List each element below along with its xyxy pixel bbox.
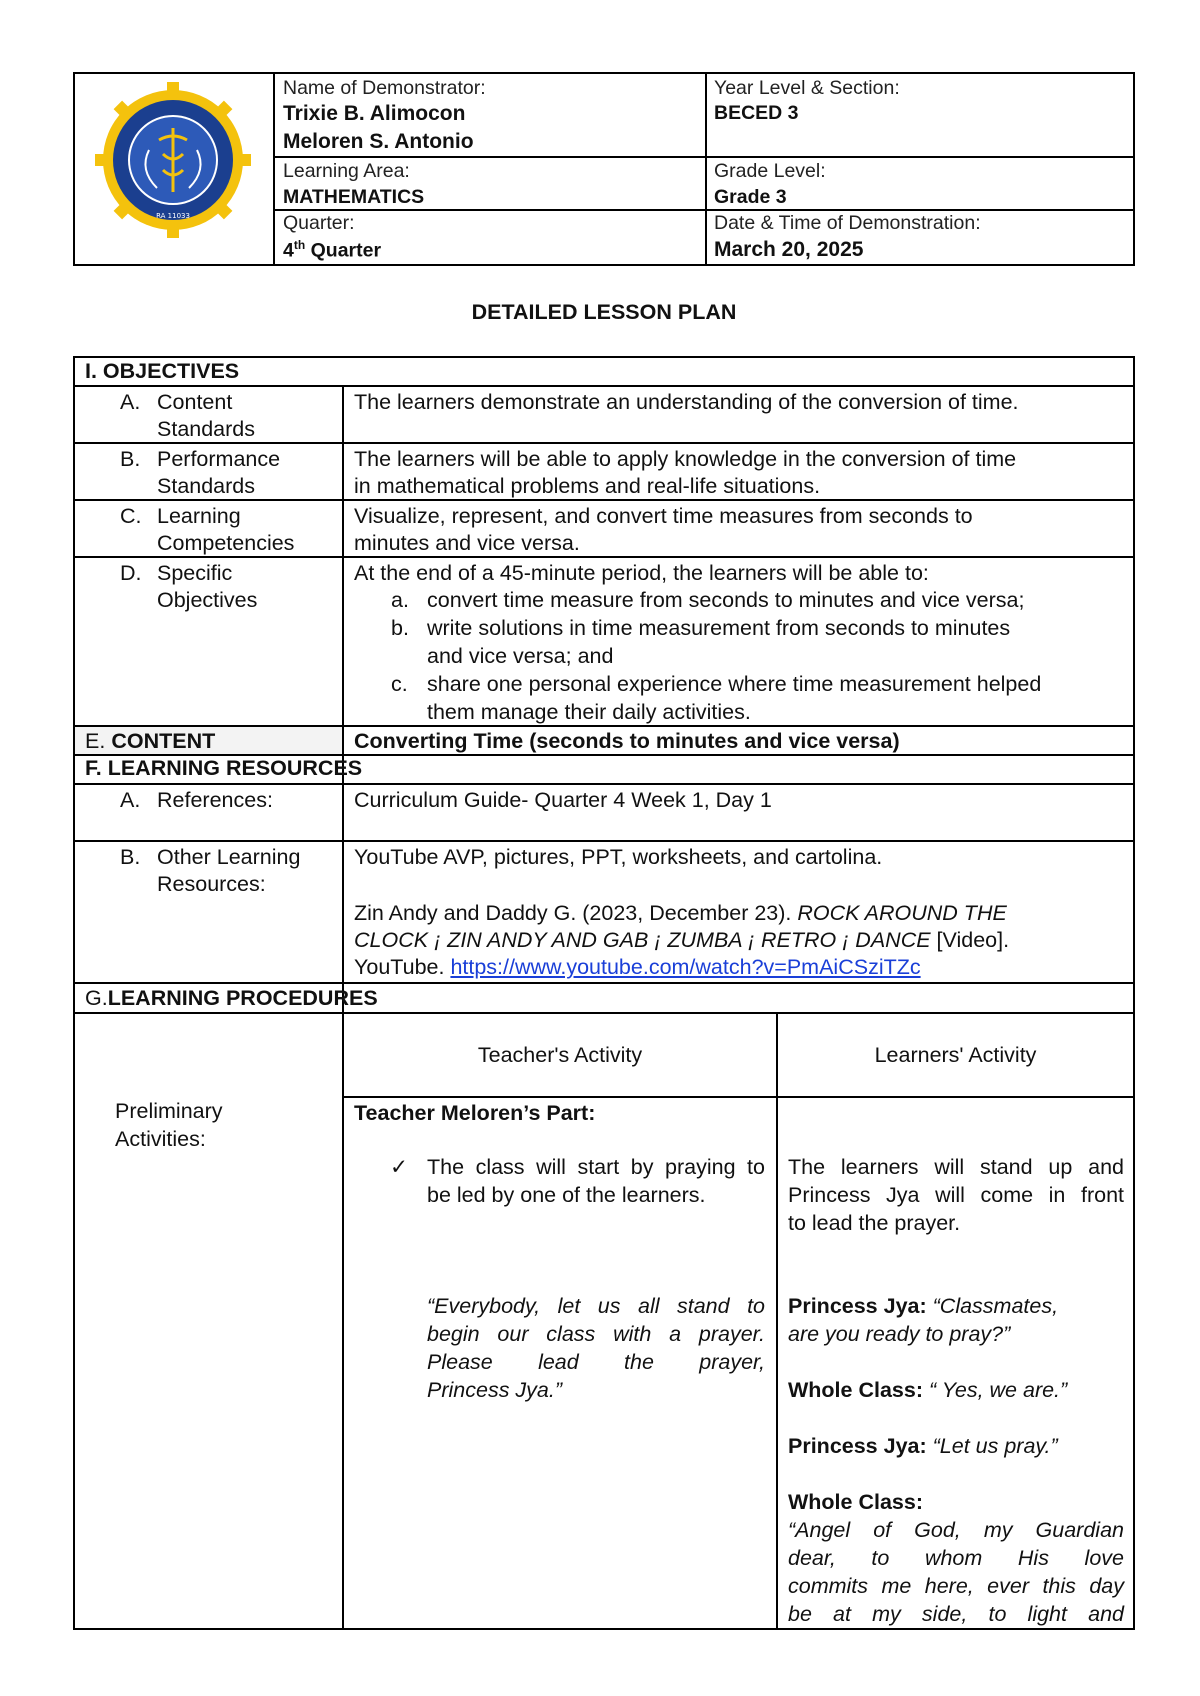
learning-area-label: Learning Area: [283, 160, 410, 182]
objective-b-label-2: Standards [157, 474, 256, 498]
list-item-cont: and vice versa; and [427, 644, 614, 668]
learner-text-1: The learners will stand up and [788, 1155, 1124, 1179]
list-item: convert time measure from seconds to minutes and vice versa; [427, 588, 1025, 612]
list-item-cont: them manage their daily activities. [427, 700, 751, 724]
teacher-quote-4: Princess Jya.” [427, 1378, 563, 1402]
resource-b-label-1: Other Learning [157, 845, 301, 869]
resource-b-text: YouTube AVP, pictures, PPT, worksheets, and cartolina. [354, 845, 883, 869]
objective-d-label-2: Objectives [157, 588, 258, 612]
objective-a-letter: A. [120, 390, 141, 414]
demonstrator-name-1: Trixie B. Alimocon [283, 102, 466, 125]
demonstrator-name-2: Meloren S. Antonio [283, 130, 474, 153]
list-item-marker: c. [391, 672, 408, 696]
university-logo [93, 80, 253, 240]
citation-line-2: CLOCK ¡ ZIN ANDY AND GAB ¡ ZUMBA ¡ RETRO ¡ DANCE [Video]. [354, 928, 1010, 952]
grade-level-value: Grade 3 [714, 186, 787, 208]
dialogue-line-2: Whole Class: “ Yes, we are.” [788, 1378, 1068, 1402]
list-item-marker: b. [391, 616, 409, 640]
date-value: March 20, 2025 [714, 238, 864, 261]
teacher-quote-2: begin our class with a prayer. [427, 1322, 765, 1346]
learner-text-3: to lead the prayer. [788, 1211, 961, 1235]
prayer-line-2: dear, to whom His love [788, 1546, 1124, 1570]
youtube-link[interactable]: https://www.youtube.com/watch?v=PmAiCSziTZc [450, 955, 921, 979]
prayer-line-3: commits me here, ever this day [788, 1574, 1124, 1598]
dialogue-line-1: Princess Jya: “Classmates, [788, 1294, 1059, 1318]
objective-b-text-1: The learners will be able to apply knowledge in the conversion of time [354, 447, 1017, 471]
procedures-heading: G.LEARNING PROCEDURES [85, 986, 378, 1010]
prayer-line-4: be at my side, to light and [788, 1602, 1124, 1626]
date-label: Date & Time of Demonstration: [714, 212, 981, 234]
content-text: Converting Time (seconds to minutes and vice versa) [354, 729, 900, 753]
objective-c-label-1: Learning [157, 504, 241, 528]
objective-d-label-1: Specific [157, 561, 233, 585]
row-label-2: Activities: [115, 1127, 206, 1151]
list-item: write solutions in time measurement from seconds to minutes [427, 616, 1011, 640]
quarter-label: Quarter: [283, 212, 355, 234]
resource-b-letter: B. [120, 845, 141, 869]
demonstrator-label: Name of Demonstrator: [283, 77, 486, 99]
objective-b-letter: B. [120, 447, 141, 471]
teacher-column-header: Teacher's Activity [477, 1043, 643, 1067]
learning-area-value: MATHEMATICS [283, 186, 425, 208]
list-item: share one personal experience where time measurement helped [427, 672, 1042, 696]
resource-a-text: Curriculum Guide- Quarter 4 Week 1, Day 1 [354, 788, 772, 812]
teacher-step-1: The class will start by praying to [427, 1155, 765, 1179]
resource-a-label: References: [157, 788, 273, 812]
learner-text-2: Princess Jya will come in front [788, 1183, 1124, 1207]
prayer-line-1: “Angel of God, my Guardian [788, 1518, 1124, 1542]
teacher-part-heading: Teacher Meloren’s Part: [354, 1101, 596, 1125]
list-item-marker: a. [391, 588, 409, 612]
citation-line-1: Zin Andy and Daddy G. (2023, December 23). ROCK AROUND THE [354, 901, 1007, 925]
teacher-step-2: be led by one of the learners. [427, 1183, 706, 1207]
dialogue-line-3: Princess Jya: “Let us pray.” [788, 1434, 1058, 1458]
objective-a-label-1: Content [157, 390, 233, 414]
content-heading: E. CONTENT [85, 729, 216, 753]
objective-c-text-2: minutes and vice versa. [354, 531, 580, 555]
objective-b-text-2: in mathematical problems and real-life situations. [354, 474, 821, 498]
objectives-heading: I. OBJECTIVES [85, 359, 240, 383]
objective-d-letter: D. [120, 561, 142, 585]
svg-text:RA 11033: RA 11033 [156, 212, 190, 220]
objective-a-label-2: Standards [157, 417, 256, 441]
objective-c-letter: C. [120, 504, 142, 528]
learner-column-header: Learners' Activity [874, 1043, 1037, 1067]
citation-line-3: YouTube. https://www.youtube.com/watch?v=PmAiCSziTZc [354, 955, 921, 979]
row-label-1: Preliminary [115, 1099, 223, 1123]
page-title: DETAILED LESSON PLAN [471, 300, 737, 324]
grade-level-label: Grade Level: [714, 160, 826, 182]
objective-b-label-1: Performance [157, 447, 281, 471]
resource-a-letter: A. [120, 788, 141, 812]
objective-a-text: The learners demonstrate an understanding of the conversion of time. [354, 390, 1019, 414]
checkmark-icon: ✓ [390, 1155, 409, 1179]
objective-c-label-2: Competencies [157, 531, 295, 555]
objective-d-intro: At the end of a 45-minute period, the learners will be able to: [354, 561, 929, 585]
objective-c-text-1: Visualize, represent, and convert time measures from seconds to [354, 504, 973, 528]
resources-heading: F. LEARNING RESOURCES [85, 756, 363, 780]
dialogue-line-1b: are you ready to pray?” [788, 1322, 1011, 1346]
year-level-label: Year Level & Section: [714, 77, 900, 99]
teacher-quote-1: “Everybody, let us all stand to [427, 1294, 765, 1318]
resource-b-label-2: Resources: [157, 872, 266, 896]
quarter-value: 4th Quarter [283, 238, 382, 262]
dialogue-speaker-4: Whole Class: [788, 1490, 923, 1514]
teacher-quote-3: Please lead the prayer, [427, 1350, 765, 1374]
year-level-value: BECED 3 [714, 102, 799, 124]
